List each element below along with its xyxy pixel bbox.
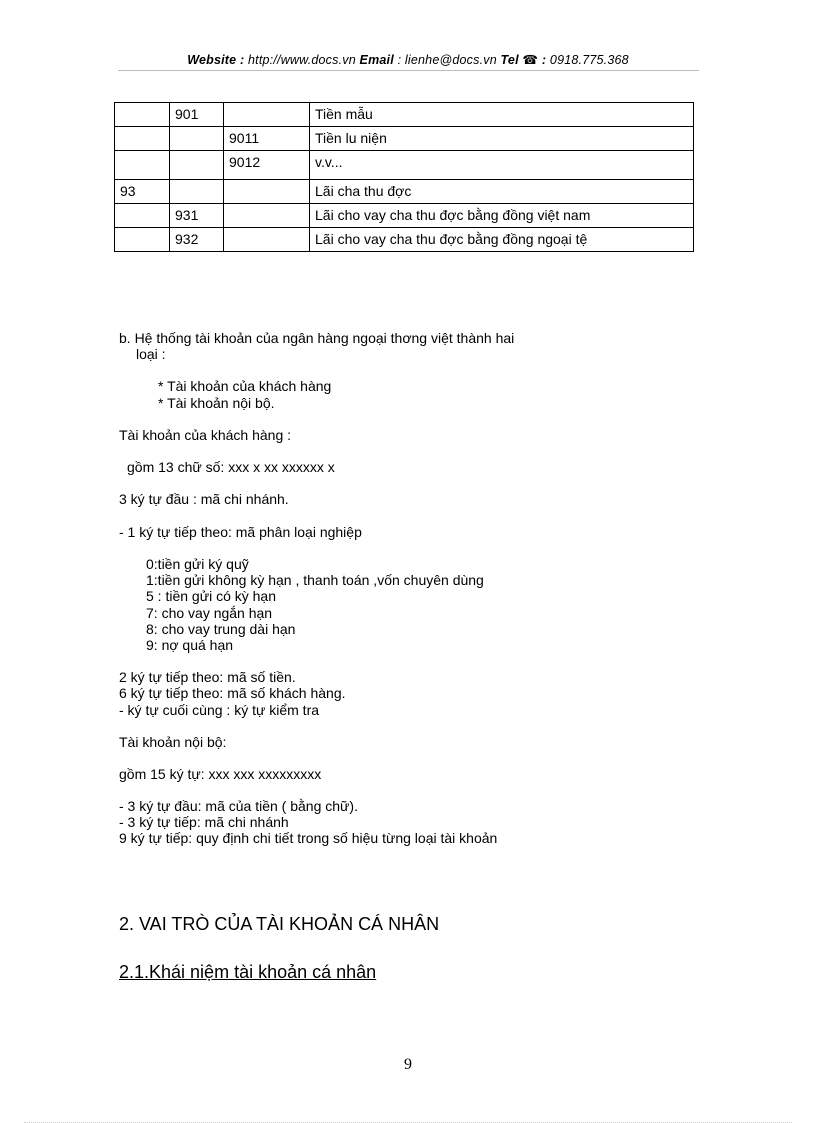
table-cell [115,228,170,252]
table-cell: 9012 [224,151,310,180]
internal-accounts-heading: Tài khoản nội bộ: [119,734,227,750]
table-cell [224,103,310,127]
account-table [114,102,694,252]
table-cell: v.v... [310,151,694,180]
first-three-digits: 3 ký tự đầu : mã chi nhánh. [119,491,289,507]
internal-next-nine: 9 ký tự tiếp: quy định chi tiết trong số hiệu từng loại tài khoản [119,830,498,846]
code-list-item: 1:tiền gửi không kỳ hạn , thanh toán ,vốn chuyên dùng [146,572,484,588]
section-b-intro-cont: loại : [136,346,166,362]
table-cell: 93 [115,180,170,204]
next-six-digits: 6 ký tự tiếp theo: mã số khách hàng. [119,685,346,701]
website-link[interactable]: http://www.docs.vn [248,53,356,67]
table-cell: 901 [170,103,224,127]
table-cell [115,151,170,180]
section-b-intro: b. Hệ thống tài khoản của ngân hàng ngoại thơng việt thành hai [119,330,515,346]
internal-account-format: gồm 15 ký tự: xxx xxx xxxxxxxxx [119,766,322,782]
table-cell [224,204,310,228]
table-cell: Tiền mẫu [310,103,694,127]
table-cell: Lãi cho vay cha thu đợc bằng đồng ngoại tệ [310,228,694,252]
tel-value: 0918.775.368 [549,53,629,67]
code-list-item: 9: nợ quá hạn [146,637,234,653]
table-row [115,180,694,204]
customer-account-format: gồm 13 chữ số: xxx x xx xxxxxx x [127,459,335,475]
email-link[interactable]: : lienhe@docs.vn [397,53,497,67]
table-row [115,151,694,180]
website-label: Website : [187,53,245,67]
table-cell [115,103,170,127]
page-header [118,52,698,67]
next-one-digit: - 1 ký tự tiếp theo: mã phân loại nghiệp [119,524,362,540]
internal-first-three: - 3 ký tự đầu: mã của tiền ( bằng chữ). [119,798,358,814]
table-row [115,103,694,127]
section-heading: 2. VAI TRÒ CỦA TÀI KHOẢN CÁ NHÂN [119,914,440,934]
table-cell [170,180,224,204]
table-cell [115,127,170,151]
code-list-item: 8: cho vay trung dài hạn [146,621,296,637]
next-two-digits: 2 ký tự tiếp theo: mã số tiền. [119,669,296,685]
table-row [115,228,694,252]
customer-accounts-heading: Tài khoản của khách hàng : [119,427,292,443]
bullet-internal-accounts: * Tài khoản nội bộ. [158,395,275,411]
table-cell [170,151,224,180]
tel-label: Tel ☎ : [500,53,547,67]
table-cell: 931 [170,204,224,228]
table-cell [115,204,170,228]
code-list-item: 5 : tiền gửi có kỳ hạn [146,588,276,604]
table-cell: Tiền lu niện [310,127,694,151]
email-label: Email [359,53,394,67]
table-cell: Lãi cha thu đợc [310,180,694,204]
table-cell: 932 [170,228,224,252]
table-row [115,127,694,151]
code-list-item: 0:tiền gửi ký quỹ [146,556,249,572]
internal-next-three: - 3 ký tự tiếp: mã chi nhánh [119,814,289,830]
header-divider [118,70,699,71]
table-cell: Lãi cho vay cha thu đợc bằng đồng việt nam [310,204,694,228]
table-cell [170,127,224,151]
table-cell: 9011 [224,127,310,151]
subsection-heading: 2.1.Khái niệm tài khoản cá nhân [119,962,377,982]
code-list-item: 7: cho vay ngắn hạn [146,605,273,621]
table-cell [224,228,310,252]
last-digit: - ký tự cuối cùng : ký tự kiểm tra [119,702,320,718]
page-number: 9 [404,1056,412,1073]
table-cell [224,180,310,204]
table-row [115,204,694,228]
bullet-customer-accounts: * Tài khoản của khách hàng [158,378,332,394]
